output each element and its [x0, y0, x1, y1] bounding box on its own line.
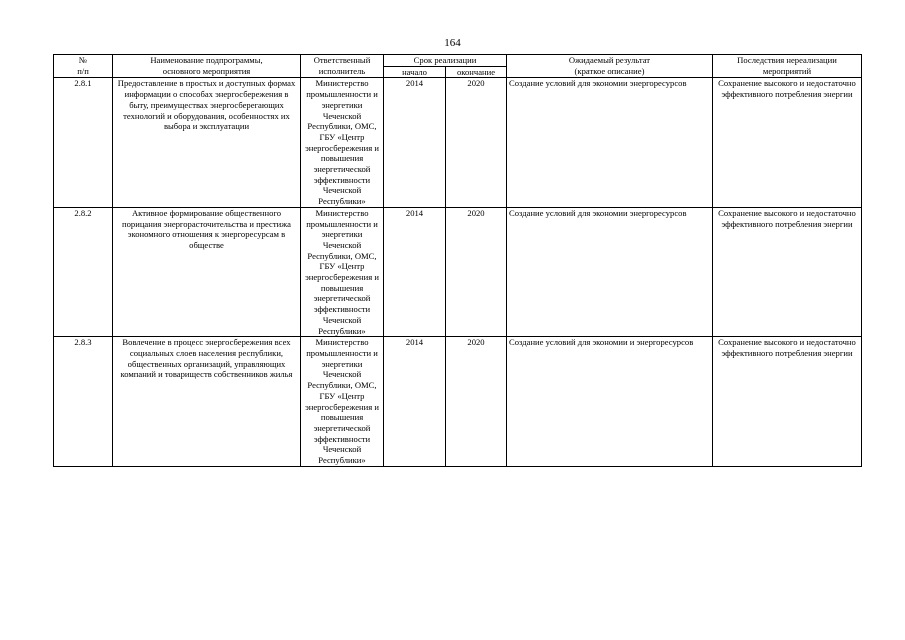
row-number: 2.8.1 [54, 78, 113, 207]
header-consequence-line2: мероприятий [762, 65, 812, 76]
header-result [507, 55, 713, 78]
header-consequence-line1: Последствия нереализации [737, 55, 837, 65]
header-number-line2: п/п [77, 65, 89, 76]
row-start: 2014 [384, 78, 446, 207]
table-row [54, 337, 862, 466]
row-name: Активное формирование общественного порицания энергорасточительства и престижа экономного отношения к энергоресурсам в обществе [113, 207, 301, 336]
header-name-line2: основного мероприятия [162, 65, 251, 76]
row-name: Вовлечение в процесс энергосбережения всех социальных слоев населения республики, общественных организаций, управляющих компаний и товариществ собственников жилья [113, 337, 301, 466]
header-name [113, 55, 301, 78]
row-name: Предоставление в простых и доступных формах информации о способах энергосбережения в быту, преимуществах энергосберегающих технологий и оборудования, особенностях их выбора и эксплуатации [113, 78, 301, 207]
row-result: Создание условий для экономии энергоресурсов [507, 78, 713, 207]
header-term-end: окончание [446, 66, 507, 78]
header-result-line1: Ожидаемый результат [568, 55, 651, 65]
header-consequence [713, 55, 862, 78]
row-end: 2020 [446, 337, 507, 466]
row-number: 2.8.3 [54, 337, 113, 466]
row-result: Создание условий для экономии энергоресурсов [507, 207, 713, 336]
row-end: 2020 [446, 207, 507, 336]
row-end: 2020 [446, 78, 507, 207]
header-responsible-line1: Ответственный [313, 55, 371, 65]
table-row [54, 78, 862, 207]
row-start: 2014 [384, 207, 446, 336]
header-number-line1: № [78, 55, 88, 65]
page-number: 164 [444, 37, 461, 49]
row-responsible: Министерство промышленности и энергетики Чеченской Республики, ОМС, ГБУ «Центр энергосбережения и повышения энергетической эффективности Чеченской Республики» [301, 78, 384, 207]
header-row [54, 55, 862, 67]
header-term-start: начало [384, 66, 446, 78]
row-consequence: Сохранение высокого и недостаточно эффективного потребления энергии [713, 78, 862, 207]
measures-table [53, 54, 862, 467]
row-start: 2014 [384, 337, 446, 466]
header-result-line2: (краткое описание) [574, 65, 645, 76]
table-row [54, 207, 862, 336]
row-result: Создание условий для экономии и энергоресурсов [507, 337, 713, 466]
row-number: 2.8.2 [54, 207, 113, 336]
header-responsible [301, 55, 384, 78]
header-responsible-line2: исполнитель [318, 65, 366, 76]
row-consequence: Сохранение высокого и недостаточно эффективного потребления энергии [713, 337, 862, 466]
row-responsible: Министерство промышленности и энергетики Чеченской Республики, ОМС, ГБУ «Центр энергосбережения и повышения энергетической эффективности Чеченской Республики» [301, 207, 384, 336]
header-term: Срок реализации [384, 55, 507, 67]
row-consequence: Сохранение высокого и недостаточно эффективного потребления энергии [713, 207, 862, 336]
header-name-line1: Наименование подпрограммы, [150, 55, 263, 65]
row-responsible: Министерство промышленности и энергетики Чеченской Республики, ОМС, ГБУ «Центр энергосбережения и повышения энергетической эффективности Чеченской Республики» [301, 337, 384, 466]
header-number [54, 55, 113, 78]
